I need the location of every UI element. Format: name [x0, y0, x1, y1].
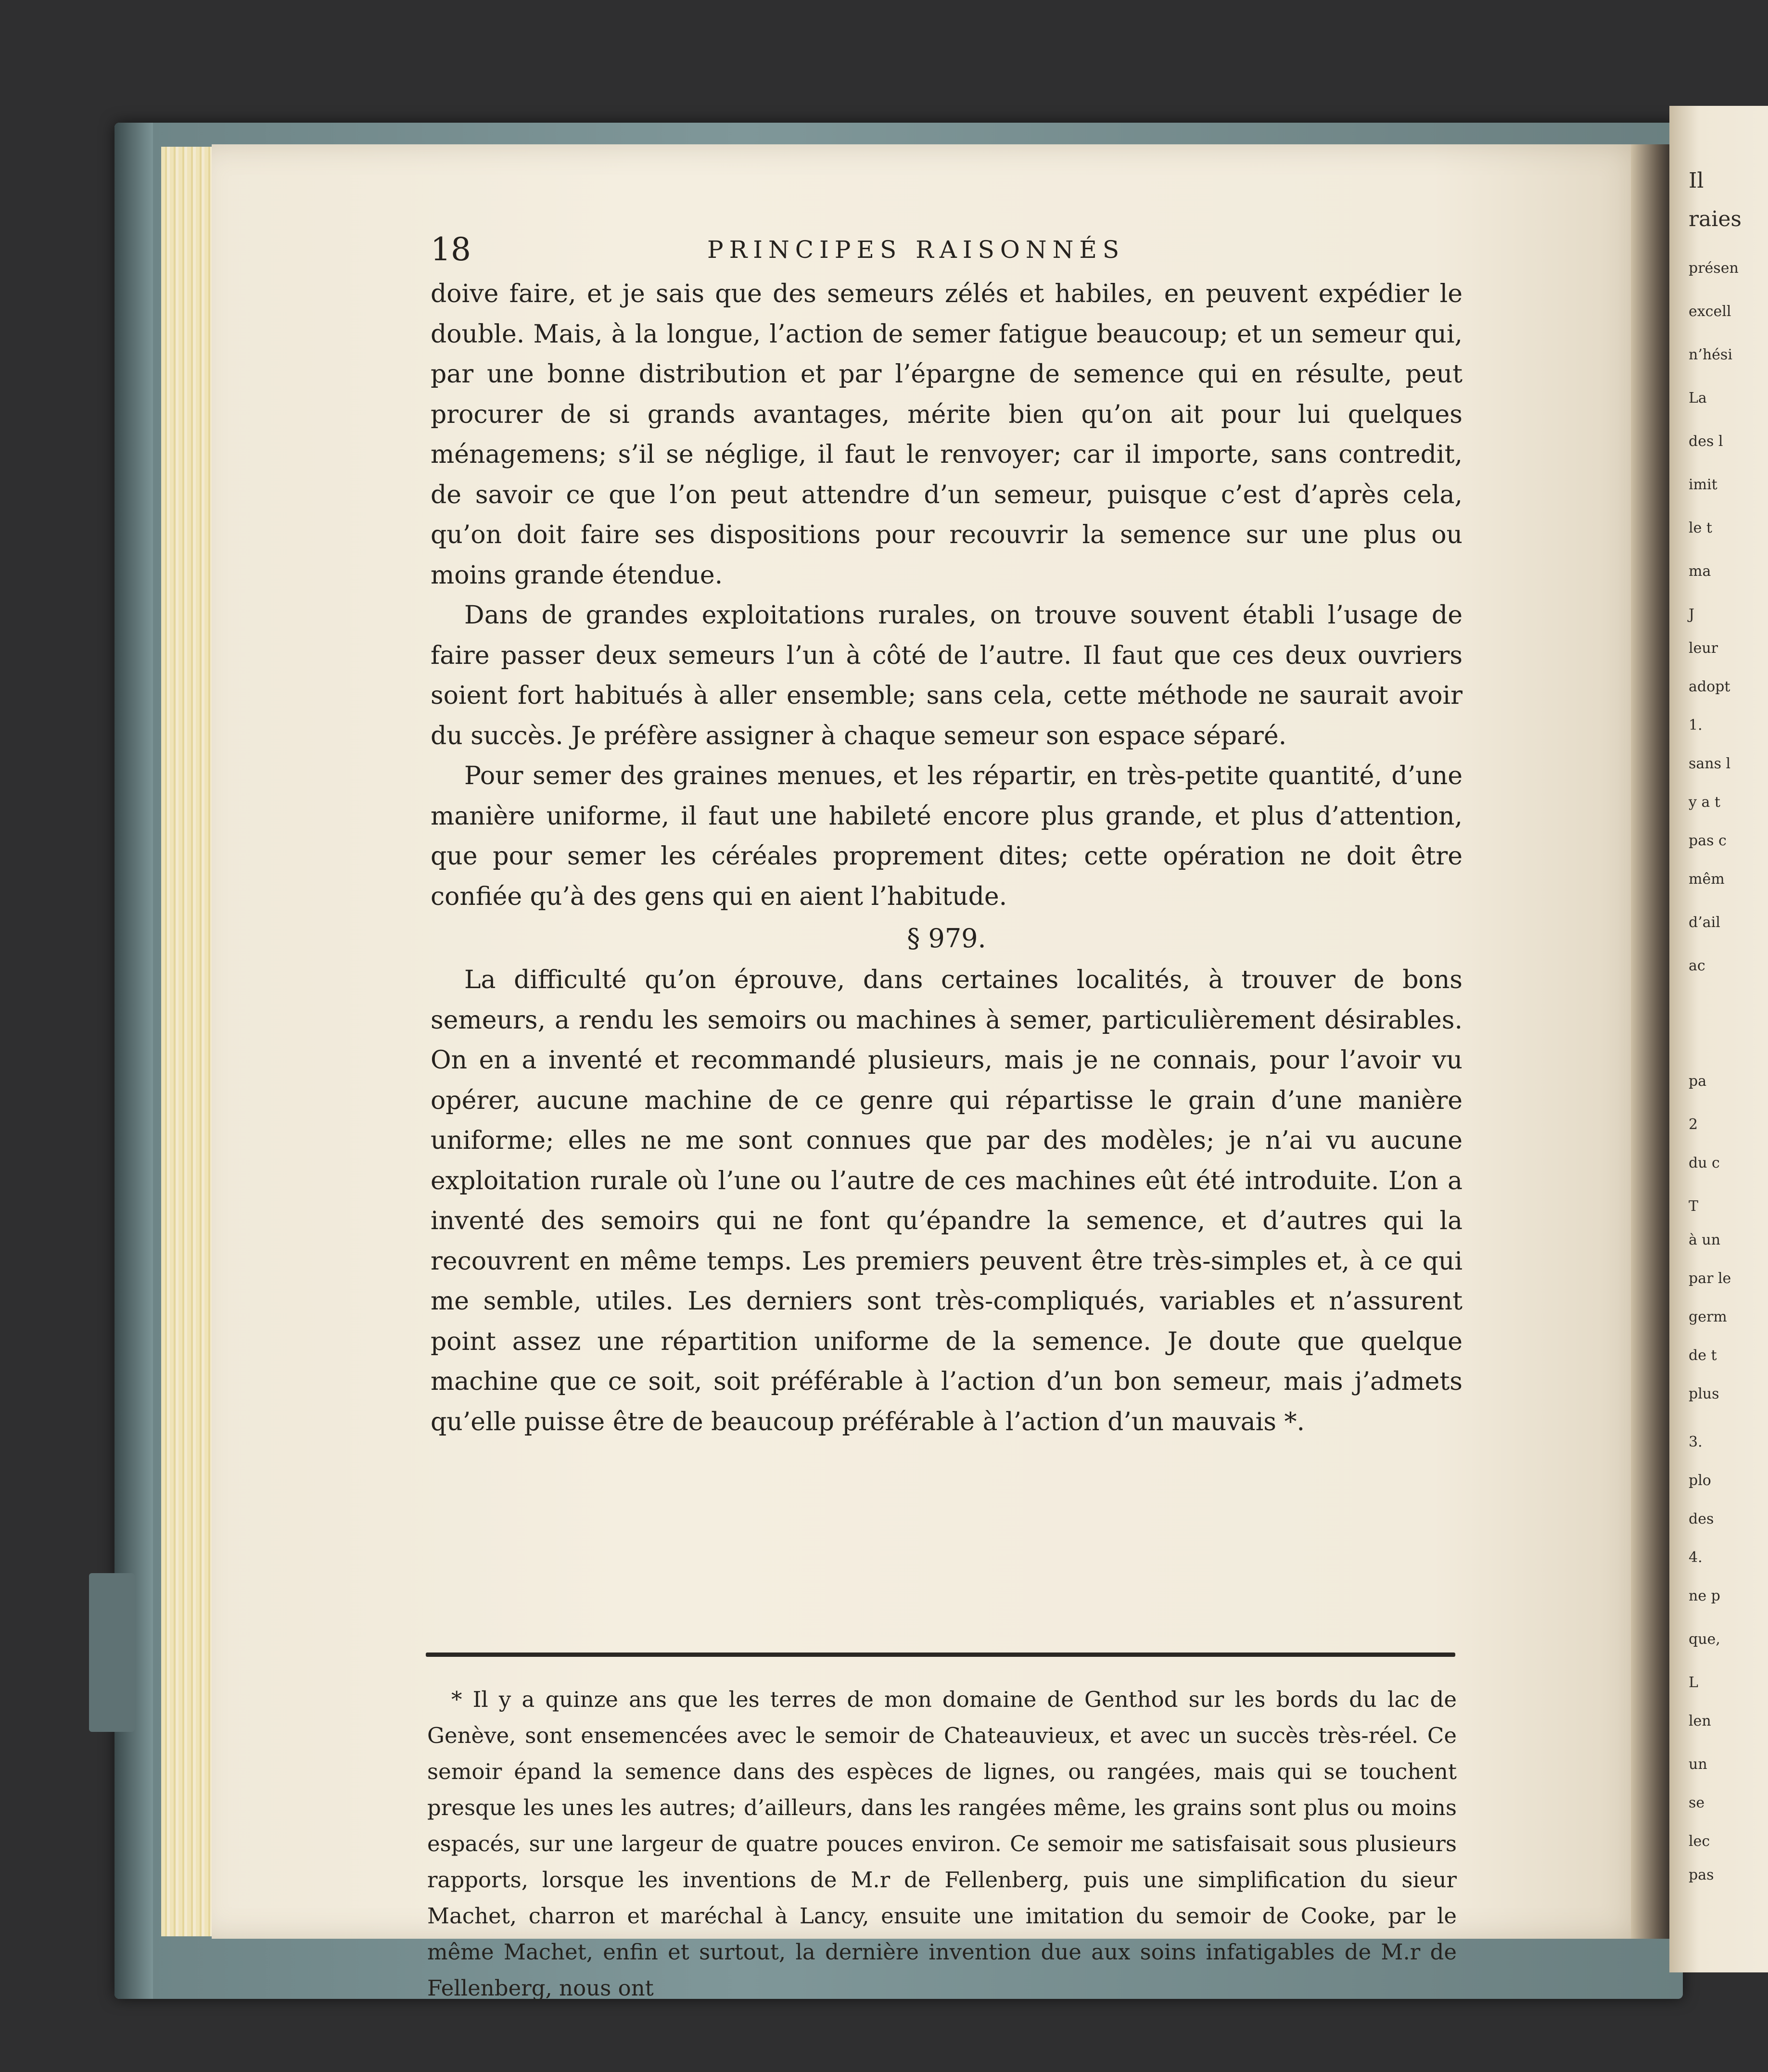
facing-page-fragment: pa — [1689, 1073, 1707, 1090]
facing-page-fragment: n’hési — [1689, 346, 1732, 363]
running-title: PRINCIPES RAISONNÉS — [707, 236, 1125, 264]
facing-page-fragment: sans l — [1689, 755, 1731, 772]
facing-page-fragment: 2 — [1689, 1116, 1698, 1133]
paragraph: Pour semer des graines menues, et les répartir, en très-petite quantité, d’une manière uniforme, il faut une habileté encore plus grande, et plus d’attention, que pour semer les céréales proprement dites; cette opération ne doit être confiée qu’à des gens qui en aient l’habitude. — [431, 762, 1463, 911]
facing-page-fragment: adopt — [1689, 678, 1730, 695]
facing-page-fragment: La — [1689, 390, 1707, 407]
facing-page-fragment: des l — [1689, 433, 1723, 450]
facing-page-fragment: présen — [1689, 260, 1739, 277]
facing-page-fragment: le t — [1689, 520, 1712, 536]
facing-page-fragment: ac — [1689, 957, 1705, 974]
facing-page-fragment: à un — [1689, 1232, 1721, 1248]
facing-page-fragment: germ — [1689, 1309, 1727, 1325]
paragraph: La difficulté qu’on éprouve, dans certaines localités, à trouver de bons semeurs, a rendu les semoirs ou machines à semer, particulièrement désirables. On en a inventé et recommandé plusieurs, mais je ne connais, pour l’avoir vu opérer, aucune machine de ce genre qui répartisse le grain d’une manière uniforme; elles ne me sont connues que par des modèles; je n’ai vu aucune exploitation rurale où l’une ou l’autre de ces machines eût été introduite. L’on a inventé des semoirs qui ne font qu’épandre la semence, et d’autres qui la recouvrent en même temps. Les premiers peuvent être très-simples et, à ce qui me semble, utiles. Les derniers sont très-compliqués, variables et n’assurent point assez une répartition uniforme de la semence. Je doute que quelque machine que ce soit, soit préférable à l’action d’un bon semeur, mais j’admets qu’elle puisse être de beaucoup préférable à l’action d’un mauvais *. — [431, 966, 1463, 1436]
paragraph: doive faire, et je sais que des semeurs zélés et habiles, en peuvent expédier le double. Mais, à la longue, l’action de semer fatigue beaucoup; et un semeur qui, par une bonne distribution et par l’épargne de semence qui en résulte, peut procurer de si grands avantages, mérite bien qu’on ait pour lui quelques ménagemens; s’il se néglige, il faut le renvoyer; car il importe, sans contredit, de savoir ce que l’on peut attendre d’un semeur, puisque c’est d’après cela, qu’on doit faire ses dispositions pour recouvrir la semence sur une plus ou moins grande étendue. — [431, 280, 1463, 590]
facing-page-fragment: len — [1689, 1713, 1711, 1729]
facing-page-fragment: 3. — [1689, 1434, 1703, 1450]
facing-page-fragment: ma — [1689, 563, 1711, 580]
facing-page-fragment: par le — [1689, 1270, 1731, 1287]
facing-page — [1669, 106, 1768, 1972]
facing-page-fragment: d’ail — [1689, 914, 1720, 931]
facing-page-fragment: 1. — [1689, 717, 1703, 734]
facing-page-fragment: mêm — [1689, 871, 1725, 888]
facing-page-fragment: L — [1689, 1674, 1698, 1691]
facing-page-fragment: T — [1689, 1198, 1699, 1215]
facing-page-fragment: des — [1689, 1511, 1714, 1527]
book-gutter — [1631, 144, 1674, 1939]
page-edges — [161, 147, 219, 1936]
facing-page-fragment: Il — [1689, 168, 1704, 193]
facing-page-fragment: ne p — [1689, 1588, 1720, 1604]
running-head — [431, 231, 1463, 274]
page-text — [431, 231, 1463, 1442]
page-number: 18 — [431, 231, 471, 268]
paragraph: Dans de grandes exploitations rurales, on trouve souvent établi l’usage de faire passer deux semeurs l’un à côté de l’autre. Il faut que ces deux ouvriers soient fort habitués à aller ensemble; sans cela, cette méthode ne saurait avoir du succès. Je préfère assigner à chaque semeur son espace séparé. — [431, 601, 1463, 750]
facing-page-fragment: 4. — [1689, 1549, 1703, 1566]
facing-page-fragment: du c — [1689, 1155, 1720, 1171]
facing-page-fragment: leur — [1689, 640, 1718, 657]
section-heading: § 979. — [907, 923, 986, 953]
facing-page-fragment: de t — [1689, 1347, 1717, 1364]
facing-page-fragment: excell — [1689, 303, 1731, 320]
facing-page-fragment: raies — [1689, 207, 1742, 231]
footnote: * Il y a quinze ans que les terres de mon domaine de Genthod sur les bords du lac de Genève, sont ensemencées avec le semoir de Chateauvieux, et avec un succès très-réel. Ce semoir épand la semence dans des espèces de lignes, ou rangées, mais qui se touchent presque les unes les autres; d’ailleurs, dans les rangées même, les grains sont plus ou moins espacés, sur une largeur de quatre pouces environ. Ce semoir me satisfaisait sous plusieurs rapports, lorsque les inventions de M.r de Fellenberg, puis une simplification du sieur Machet, charron et maréchal à Lancy, ensuite une imitation du semoir de Cooke, par le même Machet, enfin et surtout, la dernière invention due aux soins infatigables de M.r de Fellenberg, nous ont — [427, 1687, 1457, 2001]
facing-page-fragment: J — [1689, 606, 1695, 623]
footnote-rule — [426, 1653, 1455, 1657]
facing-page-fragment: lec — [1689, 1833, 1710, 1850]
facing-page-fragment: pas — [1689, 1867, 1714, 1883]
facing-page-fragment: plo — [1689, 1472, 1711, 1489]
facing-page-fragment: un — [1689, 1756, 1707, 1773]
cover-tab — [89, 1573, 135, 1732]
facing-page-fragment: que, — [1689, 1631, 1720, 1648]
facing-page-fragment: se — [1689, 1794, 1705, 1811]
facing-page-fragment: plus — [1689, 1386, 1719, 1402]
facing-page-fragment: y a t — [1689, 794, 1720, 811]
facing-page-fragment: pas c — [1689, 832, 1727, 849]
facing-page-fragment: imit — [1689, 476, 1717, 493]
